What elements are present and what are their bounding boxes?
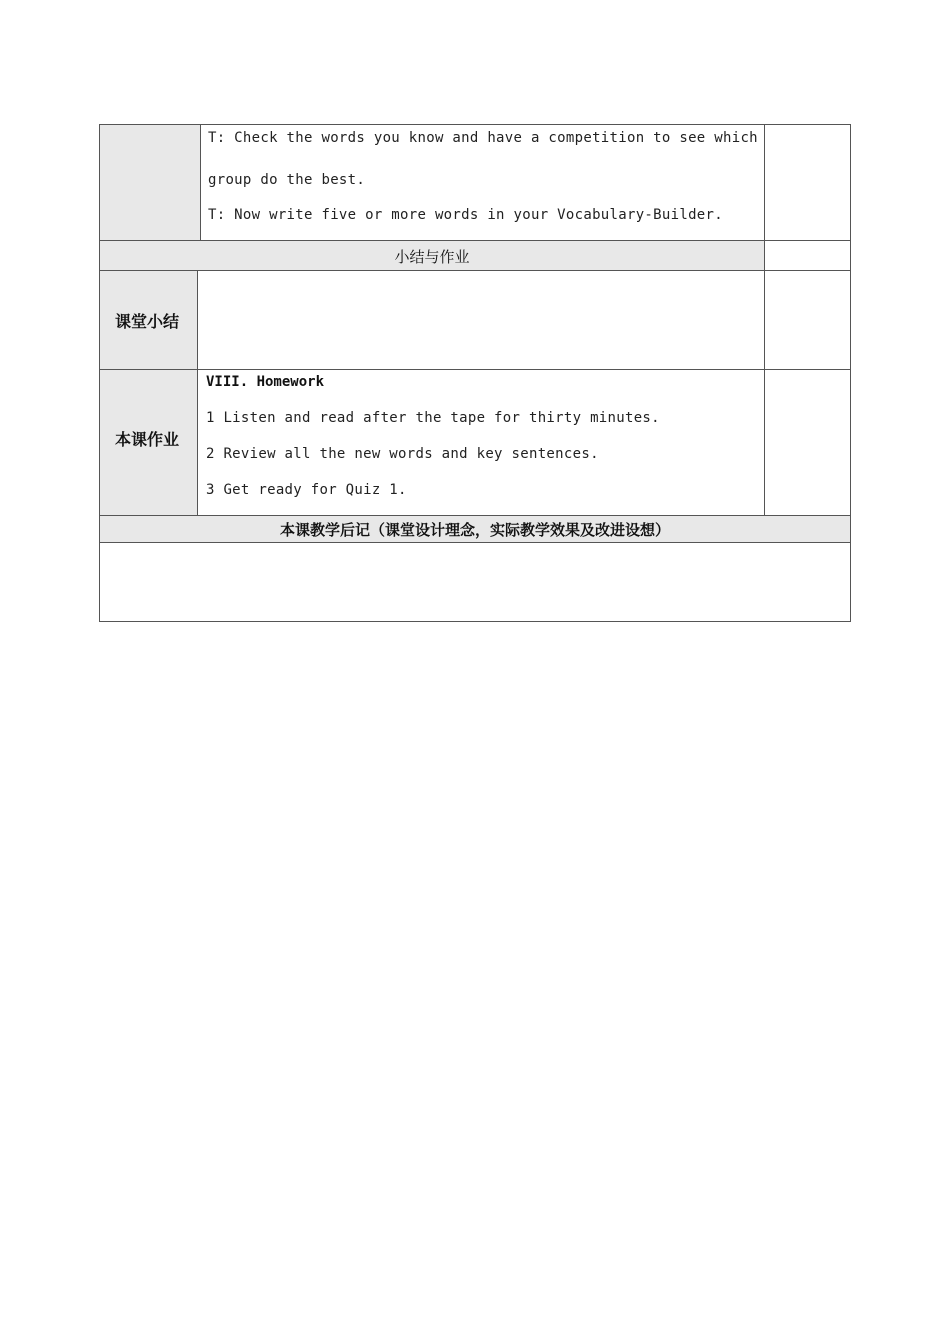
reflection-content-cell bbox=[100, 543, 850, 621]
homework-content-cell bbox=[198, 370, 764, 515]
activity-content-cell bbox=[200, 125, 764, 240]
class-summary-content-cell bbox=[198, 271, 764, 369]
summary-header-title: 小结与作业 bbox=[394, 248, 470, 266]
activity-row-left-cell bbox=[100, 125, 200, 240]
reflection-header-title: 本课教学后记（课堂设计理念，实际教学效果及改进设想） bbox=[279, 521, 670, 539]
class-summary-label: 课堂小结 bbox=[115, 312, 180, 331]
summary-header-cell bbox=[100, 241, 764, 270]
divider bbox=[764, 125, 765, 516]
activity-notes-cell bbox=[765, 125, 851, 240]
divider bbox=[100, 240, 850, 241]
divider bbox=[197, 271, 198, 516]
homework-item: 3 Get ready for Quiz 1. bbox=[206, 482, 407, 498]
homework-item: 1 Listen and read after the tape for thirty minutes. bbox=[206, 410, 660, 426]
homework-label: 本课作业 bbox=[115, 430, 180, 449]
class-summary-label-cell bbox=[100, 271, 197, 369]
homework-title: VIII. Homework bbox=[206, 374, 325, 390]
homework-label-cell bbox=[100, 370, 197, 515]
activity-line-2: group do the best. bbox=[208, 172, 366, 188]
homework-item: 2 Review all the new words and key sentences. bbox=[206, 446, 599, 462]
reflection-header-cell bbox=[100, 516, 850, 542]
divider bbox=[100, 369, 850, 370]
divider bbox=[100, 270, 850, 271]
divider bbox=[100, 515, 850, 516]
divider bbox=[200, 125, 201, 241]
lesson-plan-table bbox=[99, 124, 851, 622]
activity-line-1: T: Check the words you know and have a competition to see which bbox=[208, 130, 758, 146]
activity-line-3: T: Now write five or more words in your Vocabulary-Builder. bbox=[208, 207, 723, 223]
divider bbox=[100, 542, 850, 543]
